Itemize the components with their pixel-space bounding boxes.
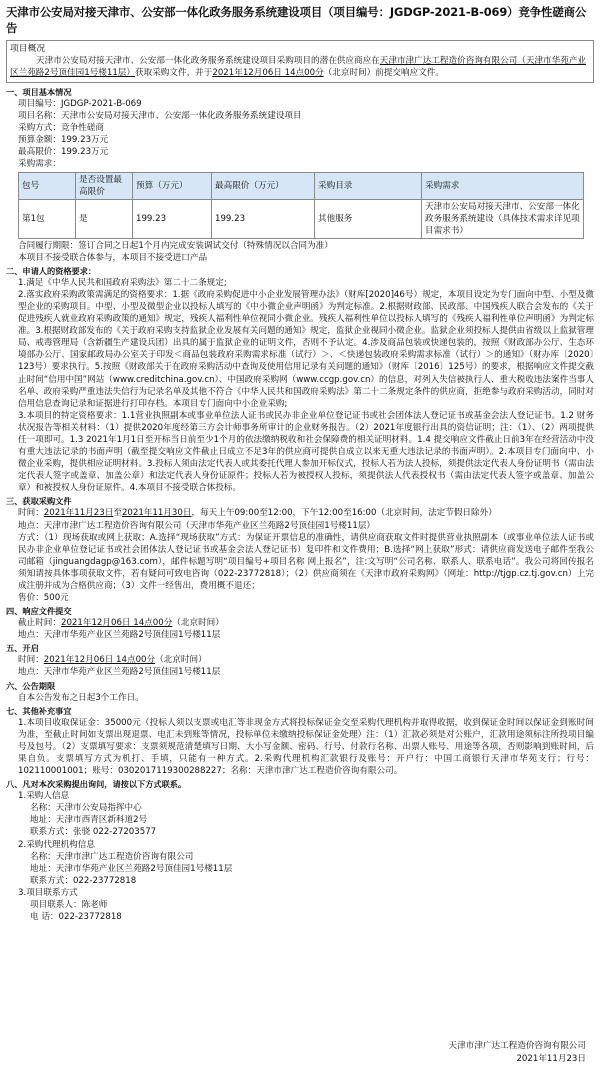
- package-table-header: [19, 172, 584, 199]
- purchaser-contact: 联系方式：张骁 022-27203577: [30, 827, 157, 838]
- submit-deadline-date: 2021年12月06日 14点00分: [60, 618, 173, 629]
- acquire-place: 地点：天津市津广达工程造价咨询有限公司（天津市华苑产业区兰苑路2号顶佳园1号楼11层）: [18, 520, 376, 531]
- table-header-cell: 采购需求: [422, 172, 584, 199]
- project-info-line: 预算金额：199.23万元: [18, 135, 109, 146]
- acquire-time: 时间：2021年11月23日至2021年11月30日，每天上午09:00至12:00，下午12:00至16:00（北京时间，法定节假日除外）: [18, 508, 497, 519]
- agency-title: 2.采购代理机构信息: [18, 839, 95, 850]
- agency-name: 名称：天津市津广达工程造价咨询有限公司: [30, 851, 194, 862]
- overview-place: 天津市津广达工程造价咨询有限公司（天津市华苑产业区兰苑路2号顶佳园1号楼11层）: [10, 56, 587, 78]
- table-cell: 天津市公安局对接天津市、公安部一体化政务服务系统建设（具体技术需求详见项目需求书）: [422, 199, 584, 238]
- submit-deadline: 截止时间：2021年12月06日 14点00分（北京时间）: [18, 618, 224, 629]
- table-cell: 是: [76, 199, 133, 238]
- overview-box: [6, 40, 594, 83]
- section-3-heading: 三、获取采购文件: [6, 496, 72, 507]
- project-info-line: 采购需求：: [18, 159, 61, 170]
- signature-block: [448, 1040, 586, 1065]
- agency-contact: 联系方式：022-23772818: [30, 875, 137, 886]
- section-6-heading: 六、公告期限: [6, 680, 56, 691]
- opening-place: 地点：天津市华苑产业区兰苑路2号顶佳园1号楼11层: [18, 667, 221, 678]
- project-info-line: 项目编号：JGDGP-2021-B-069: [18, 99, 142, 109]
- agency-address: 地址：天津市华苑产业区兰苑路2号顶佳园1号楼11层: [30, 863, 233, 874]
- qualification-p2: 2.落实政府采购政策需满足的资格要求：1.据《政府采购促进中小企业发展管理办法》（财库[2020]46号）规定，本项目设定为专门面向中型、小型及微型企业的采购项目。中型、小型及微型企业以投标人填写的《中小微企业声明函》为判定标准。2.根据财政部、民政部、中国残疾人联合会发布的《关于促进残疾人就业政府采购政策的通知》规定，残疾人福利性单位视同小微企业。残疾人福利性单位以投标人填写的《残疾人福利性单位声明函》为判定标准。3.根据财政部发布的《关于政府采购支持监狱企业发展有关问题的通知》规定，监狱企业视同小微企业。监狱企业须投标人提供由省级以上监狱管理局、戒毒管理局（含新疆生产建设兵团）出具的属于监狱企业的证明文件，否则不予认定。4.涉及商品包装或快递包装的，按照《财政部办公厅、生态环境部办公厅、国家邮政局办公室关于印发＜商品包装政府采购需求标准（试行）＞、＜快递包装政府采购需求标准（试行）＞的通知》（财办库〔2020〕123号）要求执行。5.按照《财政部关于在政府采购活动中查询及使用信用记录有关问题的通知》（财库〔2016〕125号）的要求，根据响应文件提交截止时间“信用中国”网站（www.creditchina.gov.cn）、中国政府采购网（www.ccgp.gov.cn）的信息，对列入失信被执行人、重大税收违法案件当事人名单、政府采购严重违法失信行为记录名单及其他不符合《中华人民共和国政府采购法》第二十二条规定条件的供应商，拒绝参与政府采购活动，同时对信用信息查询记录和证据进行打印存档。本项目专门面向中小企业采购;: [18, 289, 594, 409]
- contract-period: 合同履行期限：签订合同之日起1个月内完成安装调试交付（特殊情况以合同为准）: [18, 240, 333, 251]
- table-cell: 199.23: [133, 199, 212, 238]
- project-info-line: 项目名称：天津市公安局对接天津市、公安部一体化政务服务系统建设项目: [18, 111, 302, 122]
- section-5-heading: 五、开启: [6, 643, 39, 654]
- section-1-heading: 一、项目基本情况: [6, 87, 72, 97]
- submit-place: 地点：天津市华苑产业区兰苑路2号顶佳园1号楼11层: [18, 630, 221, 641]
- table-cell: 第1包: [19, 199, 76, 238]
- announcement-body: [6, 86, 594, 923]
- consortium-note: 本项目不接受联合体参与，本项目不接受进口产品: [18, 252, 208, 263]
- table-header-cell: 是否设置最高限价: [76, 172, 133, 199]
- opening-date: 2021年12月06日 14点00分: [43, 655, 156, 666]
- notice-period: 自本公告发布之日起3个工作日。: [18, 692, 144, 703]
- section-7-heading: 七、其他补充事宜: [6, 705, 72, 716]
- purchaser-title: 1.采购人信息: [18, 791, 70, 802]
- project-info-line: 采购方式：竞争性磋商: [18, 123, 104, 134]
- acquire-method: 方式：（1）现场获取或网上获取；A.选择“现场获取”方式：为保证开票信息的准确性，请供应商获取文件时提供营业执照副本（或事业单位法人证书或民办非企业单位登记证书或社会团体法人登记证书或基金会法人登记证书）复印件和文件费用；B.选择“网上获取”形式：请供应商发送电子邮件至我公司邮箱（jinguangdagp@163.com），邮件标题写明“项目编号+项目名称 网上报名”，注:文写明“公司名称、联系人、联系电话”。我公司将回传报名须知请按具体事项获取文件，若有疑问可致电咨询（022-23772818）；（2）供应商须在《天津市政府采购网》（网址：http://tjgp.cz.tj.gov.cn）上完成注册并成为合格供应商；（3）文件一经售出，费用概不退还；: [18, 532, 594, 591]
- qualification-p1: 1.满足《中华人民共和国政府采购法》第二十二条规定;: [18, 277, 227, 288]
- footer-date: 2021年11月23日: [516, 1053, 586, 1064]
- table-header-cell: 预算（万元）: [133, 172, 212, 199]
- supplementary-text: 1.本项目收取保证金：35000元（投标人须以支票或电汇等非现金方式将投标保证金交至采购代理机构并取得收据，收到保证金时间以保证金到账时间为准，至截止时间如支票出现退票、电汇未到账等情况，投标单位未缴纳投标保证金处理）注：（1）汇款必须是对公账户，汇款用途须标注所投项目编号及包号。（2）支票填写要求：支票须规范清楚填写日期、大小写金额、密码、行号、付款行名称、出票人账号、用途等各项，否则影响到账时间，后果自负。支票填写方式为机打、手填，只能有一种方式。2.采购代理机构汇款银行及账号：开户行：中国工商银行天津市华苑支行；行号：102110001001；账号：0302017119300288227；名称：天津市津广达工程造价咨询有限公司。: [18, 717, 594, 777]
- section-8-heading: 八、凡对本次采购提出询问，请按以下方式联系。: [6, 779, 187, 790]
- overview-text: 天津市公安局对接天津市、公安部一体化政务服务系统建设项目采购项目的潜在供应商应在天津市津广达工程造价咨询有限公司（天津市华苑产业区兰苑路2号顶佳园1号楼11层）获取采购文件，并于2021年12月06日 14点00分（北京时间）前提交响应文件。: [10, 56, 587, 78]
- table-header-cell: 采购目录: [315, 172, 422, 199]
- project-contact-title: 3.项目联系方式: [18, 887, 78, 898]
- table-header-cell: 最高限价（万元）: [212, 172, 315, 199]
- acquire-date-from: 2021年11月23日: [43, 508, 114, 519]
- overview-deadline: 2021年12月06日 14点00分: [212, 68, 324, 78]
- overview-caption: 项目概况: [10, 44, 46, 54]
- table-cell: 其他服务: [315, 199, 422, 238]
- project-contact-person: 项目联系人：陈老师: [30, 899, 108, 910]
- package-table: [18, 172, 584, 239]
- section-2-heading: 二、申请人的资格要求：: [6, 265, 97, 276]
- qualification-p3: 3.本项目的特定资格要求：1.1营业执照副本或事业单位法人证书或民办非企业单位登记证书或社会团体法人登记证书或基金会法人登记证书。1.2 财务状况报告等相关材料：（1）提供2020年度经第三方会计师事务所审计的企业财务报告。（2）2021年度银行出具的资信证明；注：（1）、（2）两项提供任一项即可。1.3 2021年1月1日至开标当日前至少1个月的依法缴纳税收和社会保障费的相关证明材料。1.4 提交响应文件截止日前3年在经营活动中没有重大违法记录的书面声明（截至提交响应文件截止日成立不足3年的供应商可提供自成立以来无重大违法记录的书面声明）。2.本项目专门面向中、小微企业采购，提供相应证明材料。3.投标人须由法定代表人或其委托代理人参加开标仪式，投标人若为法人投标，须提供法定代表人身份证明书（需由法定代表人签字或盖章、加盖公章）和法定代表人身份证原件；投标人若为被授权人投标，须提供法人代表授权书（需由法定代表人签字或盖章、加盖公章）和被授权人身份证原件。4.本项目不接受联合体投标。: [18, 410, 594, 494]
- project-info-line: 最高限价：199.23万元: [18, 147, 109, 158]
- table-header-cell: 包号: [19, 172, 76, 199]
- table-row: [19, 199, 584, 238]
- purchaser-name: 名称：天津市公安局指挥中心: [30, 803, 142, 814]
- section-4-heading: 四、响应文件提交: [6, 606, 72, 617]
- acquire-date-to: 2021年11月30日: [121, 508, 192, 519]
- table-cell: 199.23: [212, 199, 315, 238]
- purchaser-address: 地址：天津市西青区新科道2号: [30, 815, 148, 826]
- footer-org: 天津市津广达工程造价咨询有限公司: [448, 1041, 586, 1051]
- project-contact-phone: 电 话：022-23772818: [30, 912, 122, 923]
- page-title: 天津市公安局对接天津市、公安部一体化政务服务系统建设项目（项目编号：JGDGP-2021-B-069）竞争性磋商公告: [6, 5, 587, 35]
- opening-time: 时间：2021年12月06日 14点00分（北京时间）: [18, 655, 207, 666]
- acquire-price: 售价：500元: [18, 593, 69, 604]
